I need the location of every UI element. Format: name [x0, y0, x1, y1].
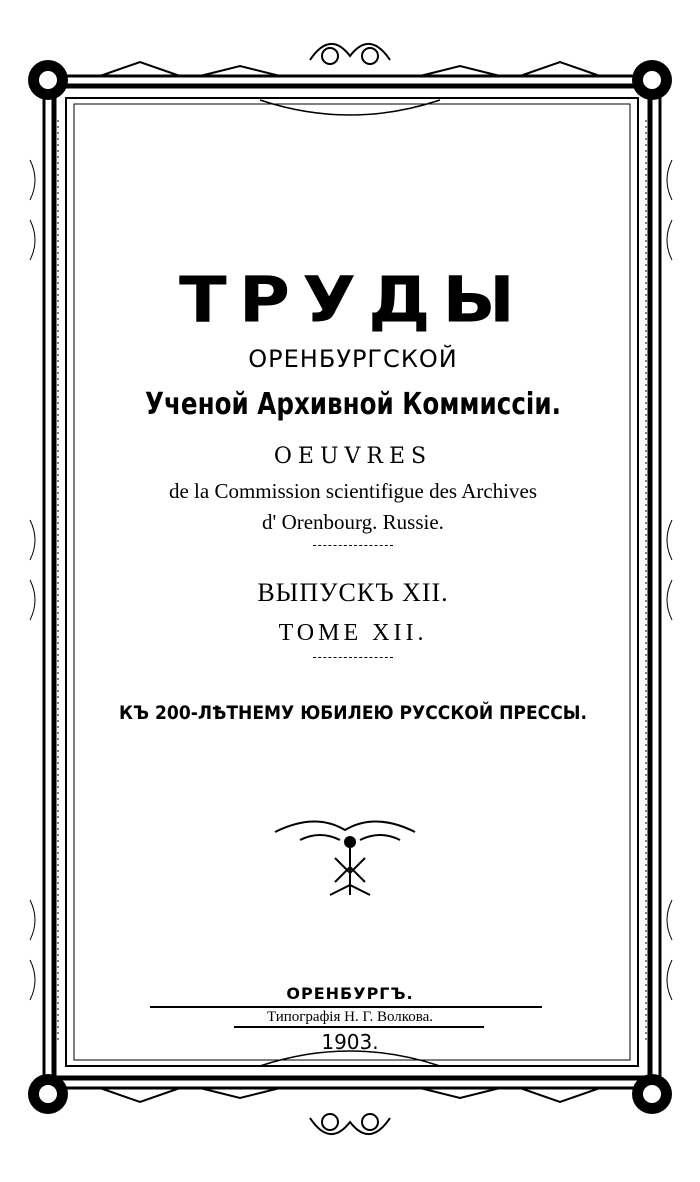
title-block: [80, 240, 626, 724]
tome-number: TOME XII.: [278, 620, 428, 646]
separator: [313, 545, 393, 548]
bottom-ornament-icon: [100, 1051, 600, 1134]
imprint: [150, 984, 550, 1054]
french-line-2: d' Orenbourg. Russie.: [262, 510, 444, 534]
imprint-printer: Типографія Н. Г. Волкова.: [266, 1009, 434, 1025]
imprint-year: 1903.: [321, 1030, 379, 1054]
imprint-rule: [150, 1006, 542, 1008]
imprint-city: ОРЕНБУРГЪ.: [286, 984, 414, 1003]
title-line-2: Ученой Архивной Коммиссіи.: [145, 387, 561, 422]
main-title: ТРУДЫ: [179, 263, 527, 337]
imprint-rule: [234, 1026, 484, 1028]
french-title: OEUVRES: [273, 444, 433, 469]
french-line-1: de la Commission scientifigue des Archives: [168, 479, 538, 503]
title-line-1: ОРЕНБУРГСКОЙ: [248, 345, 458, 373]
center-fleuron-icon: [275, 821, 415, 895]
dedication: КЪ 200-ЛѢТНЕМУ ЮБИЛЕЮ РУССКОЙ ПРЕССЫ.: [119, 702, 587, 724]
separator: [313, 657, 393, 660]
issue-number: ВЫПУСКЪ XII.: [257, 578, 449, 607]
